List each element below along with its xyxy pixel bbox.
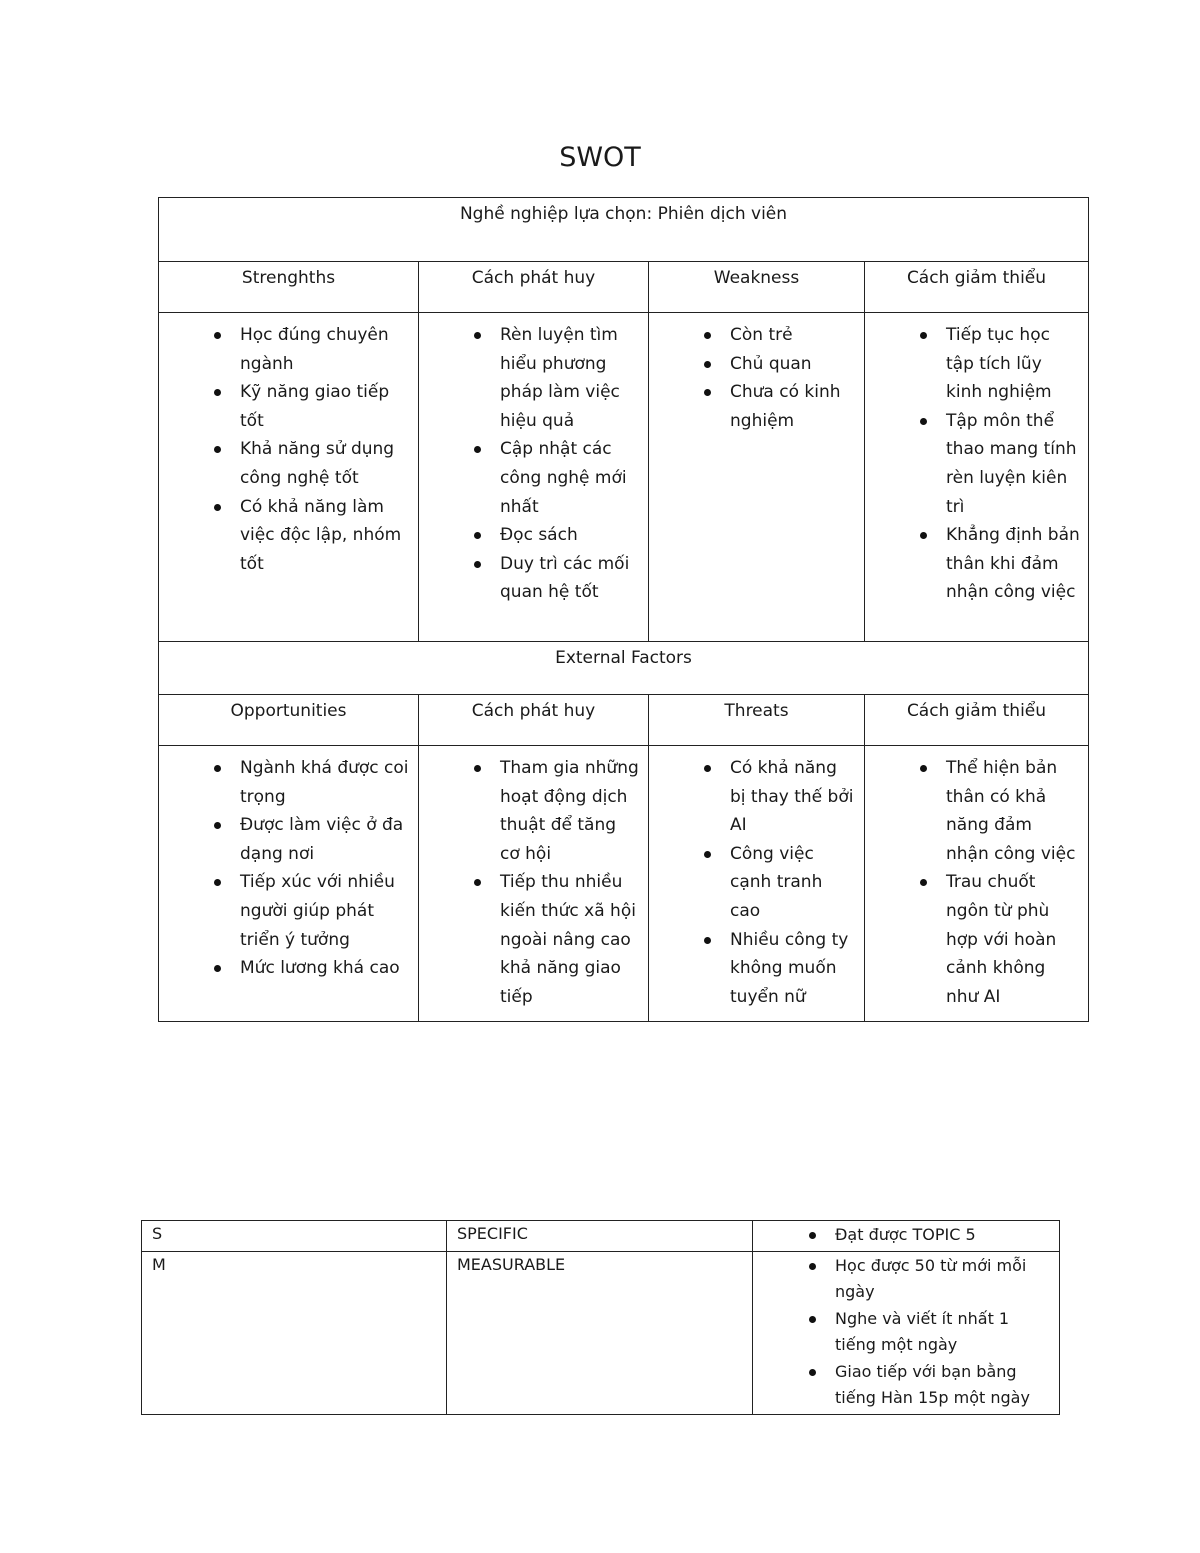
smart-specific-goals: [753, 1221, 1060, 1252]
list-item: Học đúng chuyên ngành: [167, 321, 410, 378]
threats-actions-header: Cách giảm thiểu: [865, 695, 1089, 746]
list-item: Tiếp tục học tập tích lũy kinh nghiệm: [873, 321, 1080, 407]
list-item: Ngành khá được coi trọng: [167, 754, 410, 811]
list-item: Cập nhật các công nghệ mới nhất: [427, 435, 640, 521]
smart-letter-s: S: [142, 1221, 447, 1252]
list-item: Đọc sách: [427, 521, 640, 550]
list-item: Khẳng định bản thân khi đảm nhận công việc: [873, 521, 1080, 607]
smart-letter-m: M: [142, 1251, 447, 1414]
smart-measurable-goals: [753, 1251, 1060, 1414]
list-item: Kỹ năng giao tiếp tốt: [167, 378, 410, 435]
list-item: Học được 50 từ mới mỗi ngày: [763, 1253, 1053, 1306]
smart-table: [141, 1220, 1060, 1415]
list-item: Khả năng sử dụng công nghệ tốt: [167, 435, 410, 492]
list-item: Công việc cạnh tranh cao: [657, 840, 856, 926]
strengths-cell: [159, 313, 419, 642]
strengths-actions-header: Cách phát huy: [419, 262, 649, 313]
swot-table: [158, 197, 1089, 1022]
list-item: Thể hiện bản thân có khả năng đảm nhận công việc: [873, 754, 1080, 868]
list-item: Nhiều công ty không muốn tuyển nữ: [657, 926, 856, 1012]
smart-word-specific: SPECIFIC: [447, 1221, 753, 1252]
list-item: Còn trẻ: [657, 321, 856, 350]
list-item: Mức lương khá cao: [167, 954, 410, 983]
opportunities-actions-header: Cách phát huy: [419, 695, 649, 746]
opportunities-cell: [159, 746, 419, 1022]
opportunities-header: Opportunities: [159, 695, 419, 746]
list-item: Đạt được TOPIC 5: [763, 1222, 1053, 1249]
weakness-cell: [649, 313, 865, 642]
threats-actions-cell: [865, 746, 1089, 1022]
strengths-header: Strenghths: [159, 262, 419, 313]
list-item: Chủ quan: [657, 350, 856, 379]
list-item: Được làm việc ở đa dạng nơi: [167, 811, 410, 868]
strengths-actions-cell: [419, 313, 649, 642]
opportunities-actions-cell: [419, 746, 649, 1022]
list-item: Chưa có kinh nghiệm: [657, 378, 856, 435]
list-item: Giao tiếp với bạn bằng tiếng Hàn 15p một ngày: [763, 1359, 1053, 1412]
list-item: Rèn luyện tìm hiểu phương pháp làm việc hiệu quả: [427, 321, 640, 435]
list-item: Tham gia những hoạt động dịch thuật để tăng cơ hội: [427, 754, 640, 868]
list-item: Có khả năng bị thay thế bởi AI: [657, 754, 856, 840]
weakness-header: Weakness: [649, 262, 865, 313]
list-item: Tiếp xúc với nhiều người giúp phát triển ý tưởng: [167, 868, 410, 954]
external-header: External Factors: [159, 642, 1089, 695]
list-item: Tập môn thể thao mang tính rèn luyện kiên trì: [873, 407, 1080, 521]
page-title: SWOT: [559, 142, 641, 173]
list-item: Trau chuốt ngôn từ phù hợp với hoàn cảnh không như AI: [873, 868, 1080, 1011]
list-item: Tiếp thu nhiều kiến thức xã hội ngoài nâng cao khả năng giao tiếp: [427, 868, 640, 1011]
smart-word-measurable: MEASURABLE: [447, 1251, 753, 1414]
list-item: Duy trì các mối quan hệ tốt: [427, 550, 640, 607]
threats-header: Threats: [649, 695, 865, 746]
weakness-actions-header: Cách giảm thiểu: [865, 262, 1089, 313]
threats-cell: [649, 746, 865, 1022]
list-item: Nghe và viết ít nhất 1 tiếng một ngày: [763, 1306, 1053, 1359]
weakness-actions-cell: [865, 313, 1089, 642]
list-item: Có khả năng làm việc độc lập, nhóm tốt: [167, 493, 410, 579]
career-header: Nghề nghiệp lựa chọn: Phiên dịch viên: [159, 198, 1089, 262]
